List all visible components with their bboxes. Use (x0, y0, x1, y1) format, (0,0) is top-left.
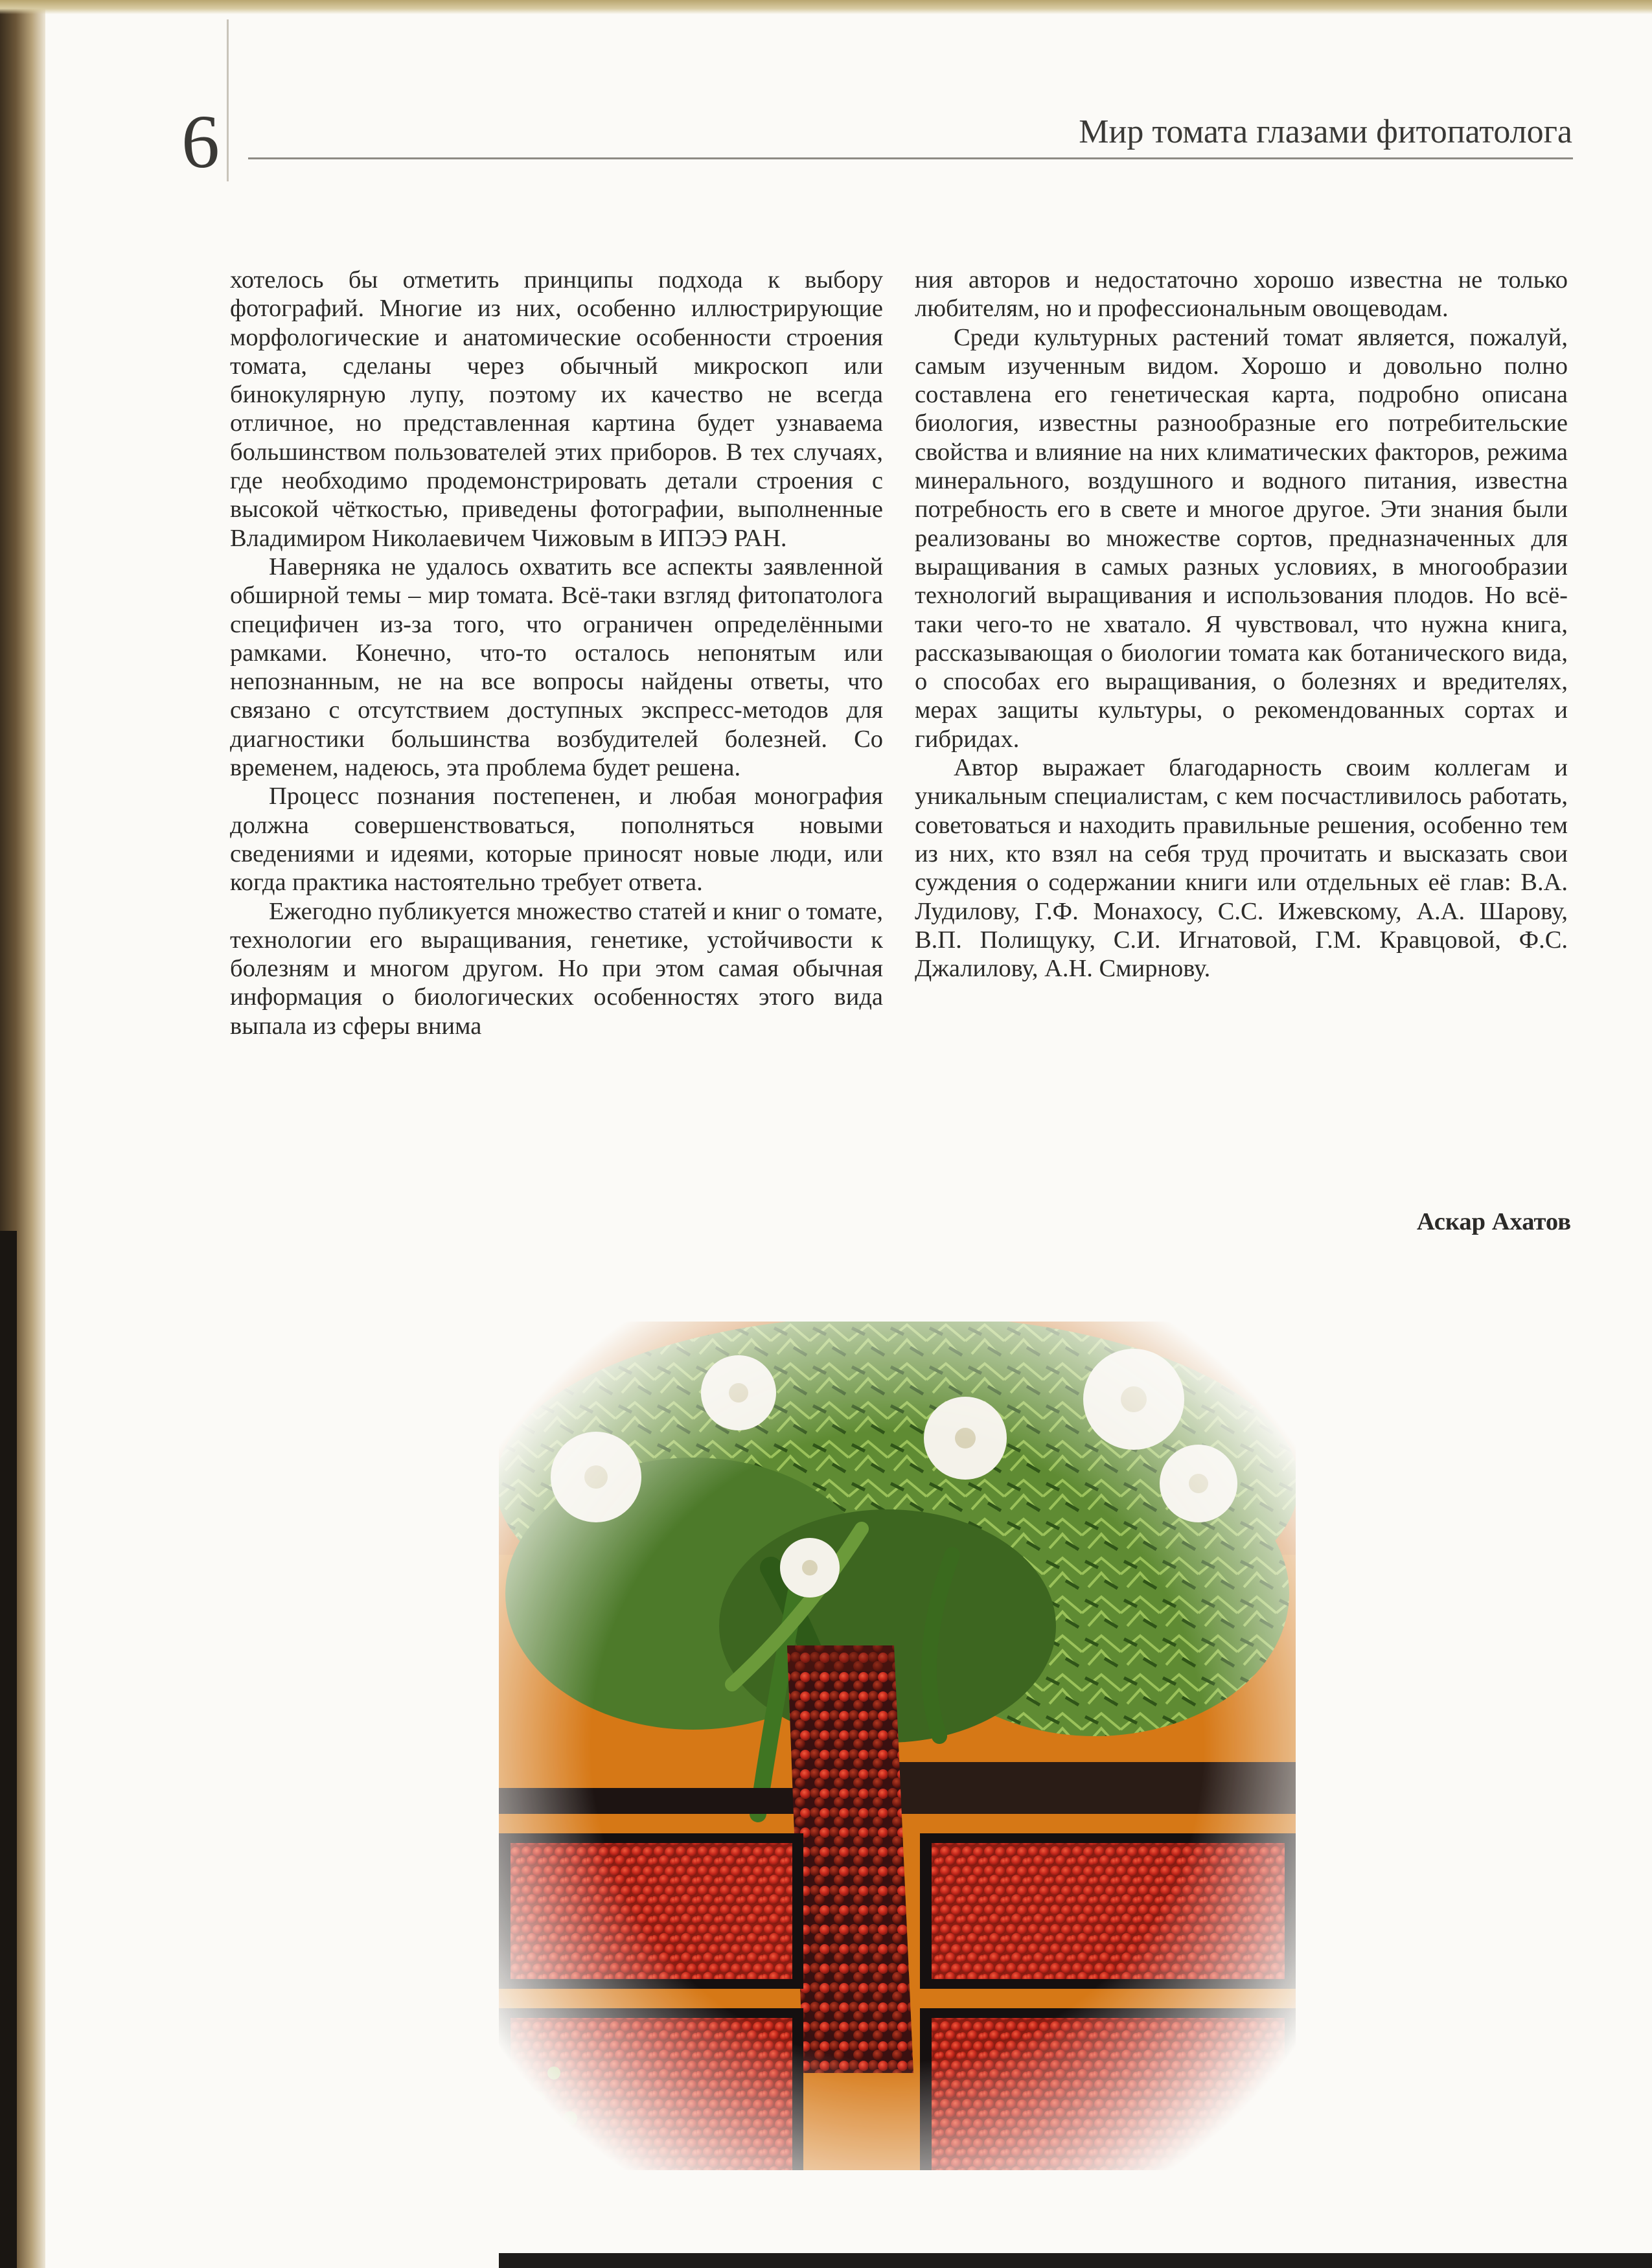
paragraph: Процесс познания постепенен, и любая монография должна совершенствоваться, пополняться новыми сведениями и идеями, которые приносят новые люди, или когда практика настоятельно требует ответа. (230, 783, 883, 897)
paragraph: Автор выражает благодарность своим коллегам и уникальным специалистам, с кем посчастливилось работать, советоваться и находить правильные решения, особенно тем из них, кто взял на себя труд прочитать и высказать свои суждения о содержании книги или отдельных её глав: В.А. Лудилову, Г.Ф. Монахосу, С.С. Ижевскому, А.А. Шарову, В.П. Полищуку, С.И. Игнатовой, Г.М. Кравцовой, Ф.С. Джалилову, А.Н. Смирнову. (915, 754, 1568, 983)
paragraph: Ежегодно публикуется множество статей и книг о томате, технологии его выращивания, генетике, устойчивости к болезням и многом другом. Но при этом самая обычная информация о биологических особенностях этого вида выпала из сферы внима (230, 897, 883, 1040)
paragraph: Наверняка не удалось охватить все аспекты заявленной обширной темы – мир томата. Всё-таки взгляд фитопатолога специфичен из-за того, что ограничен определёнными рамками. Конечно, что-то осталось непонятым или непознанным, не на все вопросы найдены ответы, что связано с отсутствием доступных экспресс-методов для диагностики большинства возбудителей болезней. Со временем, надеюсь, эта проблема будет решена. (230, 553, 883, 782)
running-title: Мир томата глазами фитопатолога (1079, 113, 1572, 150)
paragraph: хотелось бы отметить принципы подхода к выбору фотографий. Многие из них, особенно иллюстрирующие морфологические и анатомические особенности строения томата, сделаны через обычный микроскоп или бинокулярную лупу, поэтому их качество не всегда отличное, но представленная картина будет узнаваема большинством пользователей этих приборов. В тех случаях, где необходимо продемонстрировать детали строения с высокой чёткостью, приведены фотографии, выполненные Владимиром Николаевичем Чижовым в ИПЭЭ РАН. (230, 266, 883, 552)
scan-edge-top (0, 0, 1652, 14)
tomato-display-photo (499, 1322, 1296, 2170)
photo-illustration (499, 1322, 1296, 2170)
page-gutter-line (227, 19, 229, 181)
right-text-column (915, 266, 1568, 983)
author-signature: Аскар Ахатов (1416, 1208, 1571, 1235)
scan-shadow-left (0, 1231, 17, 2268)
page-number: 6 (181, 99, 217, 184)
header-rule (248, 157, 1573, 159)
paragraph: ния авторов и недостаточно хорошо известна не только любителям, но и профессиональным овощеводам. (915, 266, 1568, 323)
scan-edge-bottom (499, 2253, 1652, 2268)
paragraph: Среди культурных растений томат является, пожалуй, самым изученным видом. Хорошо и довольно полно составлена его генетическая карта, подробно описана биология, известны разнообразные его потребительские свойства и влияние на них климатических факторов, режима минерального, воздушного и водного питания, известна потребность его в свете и многое другое. Эти знания были реализованы во множестве сортов, предназначенных для выращивания в самых разных условиях, в многообразии технологий выращивания и использования плодов. Но всё-таки чего-то не хватало. Я чувствовал, что нужна книга, рассказывающая о биологии томата как ботанического вида, о способах его выращивания, о болезнях и вредителях, мерах защиты культуры, о рекомендованных сортах и гибридах. (915, 323, 1568, 753)
left-text-column (230, 266, 883, 1040)
